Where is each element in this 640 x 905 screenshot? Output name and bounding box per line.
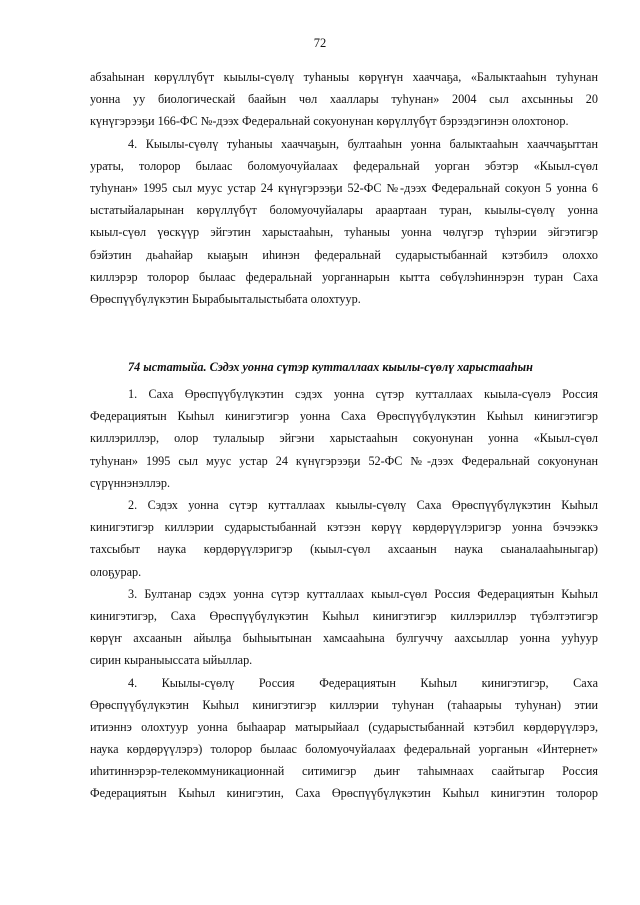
text-line: киллэрэр толорор былаас федеральнай уорганнарын кытта сөбүлэһиннэрэн туран Саха <box>90 269 598 284</box>
text-line: 4. Кыылы-сүөлү туһаныы хааччаҕын, бултааһын уонна балыктааһын хааччаҕыттан <box>128 136 598 151</box>
text-line: абзаһынан көрүллүбүт кыылы-сүөлү туһаныы көрүҥүн хааччаҕа, «Балыктааһын туһунан <box>90 70 598 84</box>
text-line: иһитиннэрэр-телекоммуникационнай ситимигэр дьиҥ таһымнаах саайтыгар Россия <box>90 764 598 779</box>
text-line: тахсыбыт наука көрдөрүүлэригэр (кыыл-сүөл ахсаанын наука сыаналааһыныгар) <box>90 542 598 557</box>
text-line: сүрүннэнэллэр. <box>90 475 171 490</box>
text-line: кыыл-сүөл үөскүүр эйгэтин харыстааһын, туһаныы уонна чөлүгэр түһэрии эйгэтигэр <box>90 225 598 240</box>
text-line: кинигэтигэр киллэрии сударыстыбаннай кэтээн көрүү көрдөрүүлэригэр уонна бэчээккэ <box>90 520 598 535</box>
text-line: Өрөспүүбүлүкэтин Бырабыыталыстыбата олохтуур. <box>90 291 361 306</box>
article-heading: 74 ыстатыйа. Сэдэх уонна сүтэр кутталлаах кыылы-сүөлү харыстааһын <box>128 360 533 375</box>
article-item-3 <box>90 583 598 672</box>
text-line: 3. Бултанар сэдэх уонна сүтэр кутталлаах кыыл-сүөл Россия Федерациятын Кыһыл <box>128 586 598 601</box>
text-line: ураты, толорор былаас боломуочуйалаах федеральнай уорган эбэтэр «Кыыл-сүөл <box>90 158 598 173</box>
text-line: киллэриллэр, олор тулалыыр эйгэни харыстааһын сокуонунан уонна «Кыыл-сүөл <box>90 431 598 446</box>
text-line: 4. Кыылы-сүөлү Россия Федерациятын Кыһыл кинигэтигэр, Саха <box>128 675 598 690</box>
text-line: итиэннэ олохтуур уонна быһаарар матырыйаал (сударыстыбаннай кэтэбил көрдөрүүлэрэ, <box>90 719 598 734</box>
text-line: наука көрдөрүүлэрэ) толорор былаас боломуочуйалаах федеральнай уорганын «Интернет» <box>90 742 598 757</box>
article-item-1 <box>90 383 598 494</box>
text-line: кинигэтигэр, Саха Өрөспүүбүлүкэтин Кыһыл кинигэтигэр киллэриллэр түбэлтэтигэр <box>90 608 598 623</box>
text-line: 1. Саха Өрөспүүбүлүкэтин сэдэх уонна сүтэр кутталлаах кыыла-сүөлэ Россия <box>128 387 598 402</box>
document-body <box>90 66 598 805</box>
text-line: сирин кыраныыссата ыйыллар. <box>90 653 253 668</box>
article-item-4 <box>90 672 598 805</box>
text-line: Федерациятын Кыһыл кинигэтигэр уонна Саха Өрөспүүбүлүкэтин Кыһыл кинигэтигэр <box>90 409 598 424</box>
text-line: туһунан» 1995 сыл муус устар 24 күнүгэрээҕи 52-ФС №-дээх Федеральнай сокуонунан <box>90 453 598 468</box>
text-line: көрүҥ ахсаанын айылҕа быһыытынан хамсааһына булгуччу аахсыллар уонна ууһуур <box>90 631 598 646</box>
article-item-2 <box>90 494 598 583</box>
text-line: бэйэтин дьаһайар кыаҕын иһинэн федеральнай сударыстыбаннай кэтэбилэ олоххо <box>90 247 598 262</box>
page-number: 72 <box>313 36 327 50</box>
text-line: туһунан» 1995 сыл муус устар 24 күнүгэрээҕи 52-ФС №-дээх Федеральнай сокуон 5 уонна 6 <box>90 180 598 195</box>
text-line: күнүгэрээҕи 166-ФС №-дээх Федеральнай сокуонунан көрүллүбүт бэрээдэгинэн олохтонор. <box>90 114 569 129</box>
text-line: Федерациятын Кыһыл кинигэтин, Саха Өрөспүүбүлүкэтин Кыһыл кинигэтин толорор <box>90 786 598 801</box>
paragraph-continuation <box>90 66 598 133</box>
text-line: ыстатыйаларынан көрүллүбүт боломуочуйалары араартаан туран, кыылы-сүөлү уонна <box>90 203 598 218</box>
text-line: Өрөспүүбүлүкэтин Кыһыл кинигэтигэр киллэрии туһунан (таһаарыы туһунан) этии <box>90 697 598 712</box>
text-line: 2. Сэдэх уонна сүтэр кутталлаах кыылы-сүөлү Саха Өрөспүүбүлүкэтин Кыһыл <box>128 498 598 512</box>
text-line: уонна уу биологическай баайын чөл хааллары туһунан» 2004 сыл ахсынньы 20 <box>90 92 598 107</box>
text-line: олоҕурар. <box>90 564 142 579</box>
paragraph-item-4 <box>90 133 598 311</box>
